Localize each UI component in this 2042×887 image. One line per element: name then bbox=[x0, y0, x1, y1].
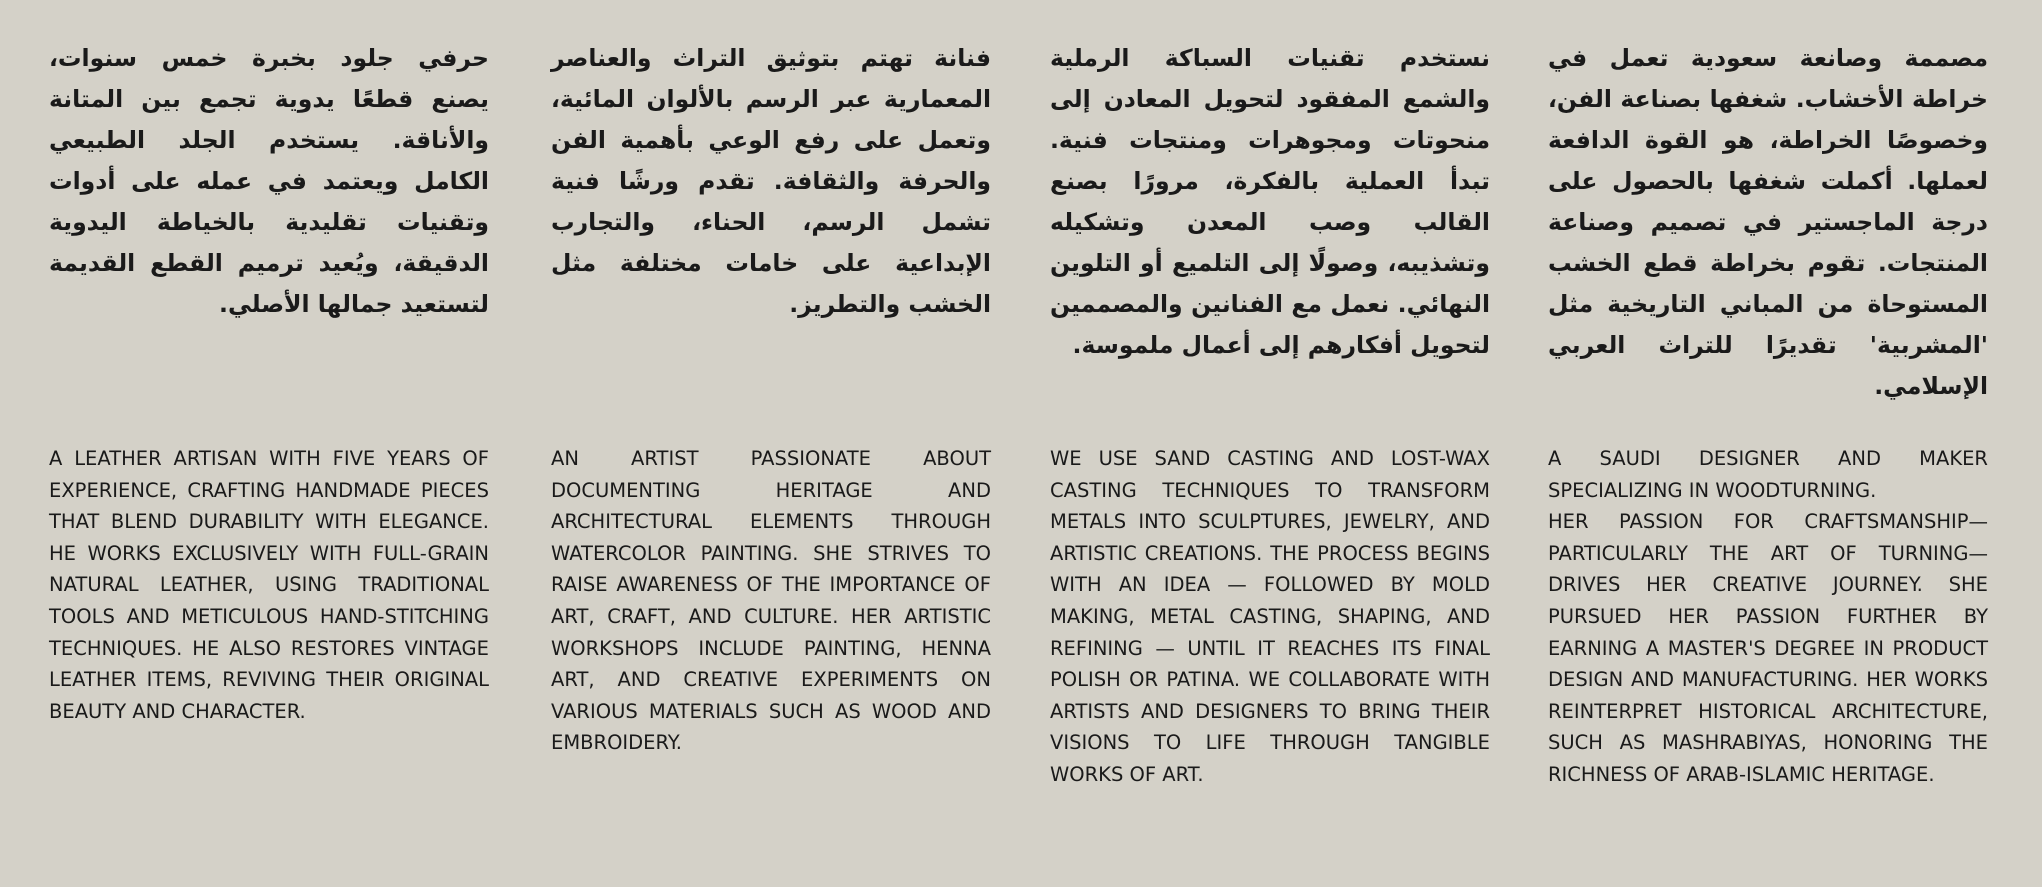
arabic-bio-watercolor: فنانة تهتم بتوثيق التراث والعناصر المعمارية عبر الرسم بالألوان المائية، وتعمل على رفع الوعي بأهمية الفن والحرفة والثقافة. تقدم ورشًا فنية تشمل الرسم، الحناء، والتجارب الإبداعية على خامات مختلفة مثل الخشب والتطريز. bbox=[551, 44, 991, 318]
english-bio-watercolor bbox=[551, 443, 991, 759]
arabic-bio-metal-casting: نستخدم تقنيات السباكة الرملية والشمع المفقود لتحويل المعادن إلى منحوتات ومجوهرات ومنتجات فنية. تبدأ العملية بالفكرة، مرورًا بصنع القالب وصب المعدن وتشكيله وتشذيبه، وصولًا إلى التلميع أو التلوين النهائي. نعمل مع الفنانين والمصممين لتحويل أفكارهم إلى أعمال ملموسة. bbox=[1050, 44, 1490, 359]
arabic-bio-woodturning: مصممة وصانعة سعودية تعمل في خراطة الأخشاب. شغفها بصناعة الفن، وخصوصًا الخراطة، هو القوة الدافعة لعملها. أكملت شغفها بالحصول على درجة الماجستير في تصميم وصناعة المنتجات. تقوم بخراطة قطع الخشب المستوحاة من المباني التاريخية مثل 'المشربية' تقديرًا للتراث العربي الإسلامي. bbox=[1548, 44, 1988, 400]
arabic-bio-leather: حرفي جلود بخبرة خمس سنوات، يصنع قطعًا يدوية تجمع بين المتانة والأناقة. يستخدم الجلد الطبيعي الكامل ويعتمد في عمله على أدوات وتقنيات تقليدية بالخياطة اليدوية الدقيقة، ويُعيد ترميم القطع القديمة لتستعيد جمالها الأصلي. bbox=[49, 44, 489, 318]
english-bio-paragraph: HER PASSION FOR CRAFTSMANSHIP—PARTICULARLY THE ART OF TURNING—DRIVES HER CREATIVE JOURNEY. SHE PURSUED HER PASSION FURTHER BY EARNING A MASTER'S DEGREE IN PRODUCT DESIGN AND MANUFACTURING. HER WORKS REINTERPRET HISTORICAL ARCHITECTURE, SUCH AS MASHRABIYAS, HONORING THE RICHNESS OF ARAB-ISLAMIC HERITAGE. bbox=[1548, 510, 1988, 786]
english-bio-paragraph: A SAUDI DESIGNER AND MAKER SPECIALIZING IN WOODTURNING. bbox=[1548, 447, 1988, 502]
english-bio-woodturning bbox=[1548, 443, 1988, 791]
english-bio-metal-casting bbox=[1050, 443, 1490, 791]
english-bio-paragraph: WE USE SAND CASTING AND LOST-WAX CASTING TECHNIQUES TO TRANSFORM METALS INTO SCULPTURES, JEWELRY, AND ARTISTIC CREATIONS. THE PROCESS BEGINS WITH AN IDEA — FOLLOWED BY MOLD MAKING, METAL CASTING, SHAPING, AND REFINING — UNTIL IT REACHES ITS FINAL POLISH OR PATINA. WE COLLABORATE WITH ARTISTS AND DESIGNERS TO BRING THEIR VISIONS TO LIFE THROUGH TANGIBLE WORKS OF ART. bbox=[1050, 447, 1490, 786]
english-bio-paragraph: A LEATHER ARTISAN WITH FIVE YEARS OF EXPERIENCE, CRAFTING HANDMADE PIECES THAT BLEND DURABILITY WITH ELEGANCE. HE WORKS EXCLUSIVELY WITH FULL-GRAIN NATURAL LEATHER, USING TRADITIONAL TOOLS AND METICULOUS HAND-STITCHING TECHNIQUES. HE ALSO RESTORES VINTAGE LEATHER ITEMS, REVIVING THEIR ORIGINAL BEAUTY AND CHARACTER. bbox=[49, 447, 489, 723]
english-bio-leather bbox=[49, 443, 489, 727]
english-bio-paragraph: AN ARTIST PASSIONATE ABOUT DOCUMENTING HERITAGE AND ARCHITECTURAL ELEMENTS THROUGH WATERCOLOR PAINTING. SHE STRIVES TO RAISE AWARENESS OF THE IMPORTANCE OF ART, CRAFT, AND CULTURE. HER ARTISTIC WORKSHOPS INCLUDE PAINTING, HENNA ART, AND CREATIVE EXPERIMENTS ON VARIOUS MATERIALS SUCH AS WOOD AND EMBROIDERY. bbox=[551, 447, 991, 755]
